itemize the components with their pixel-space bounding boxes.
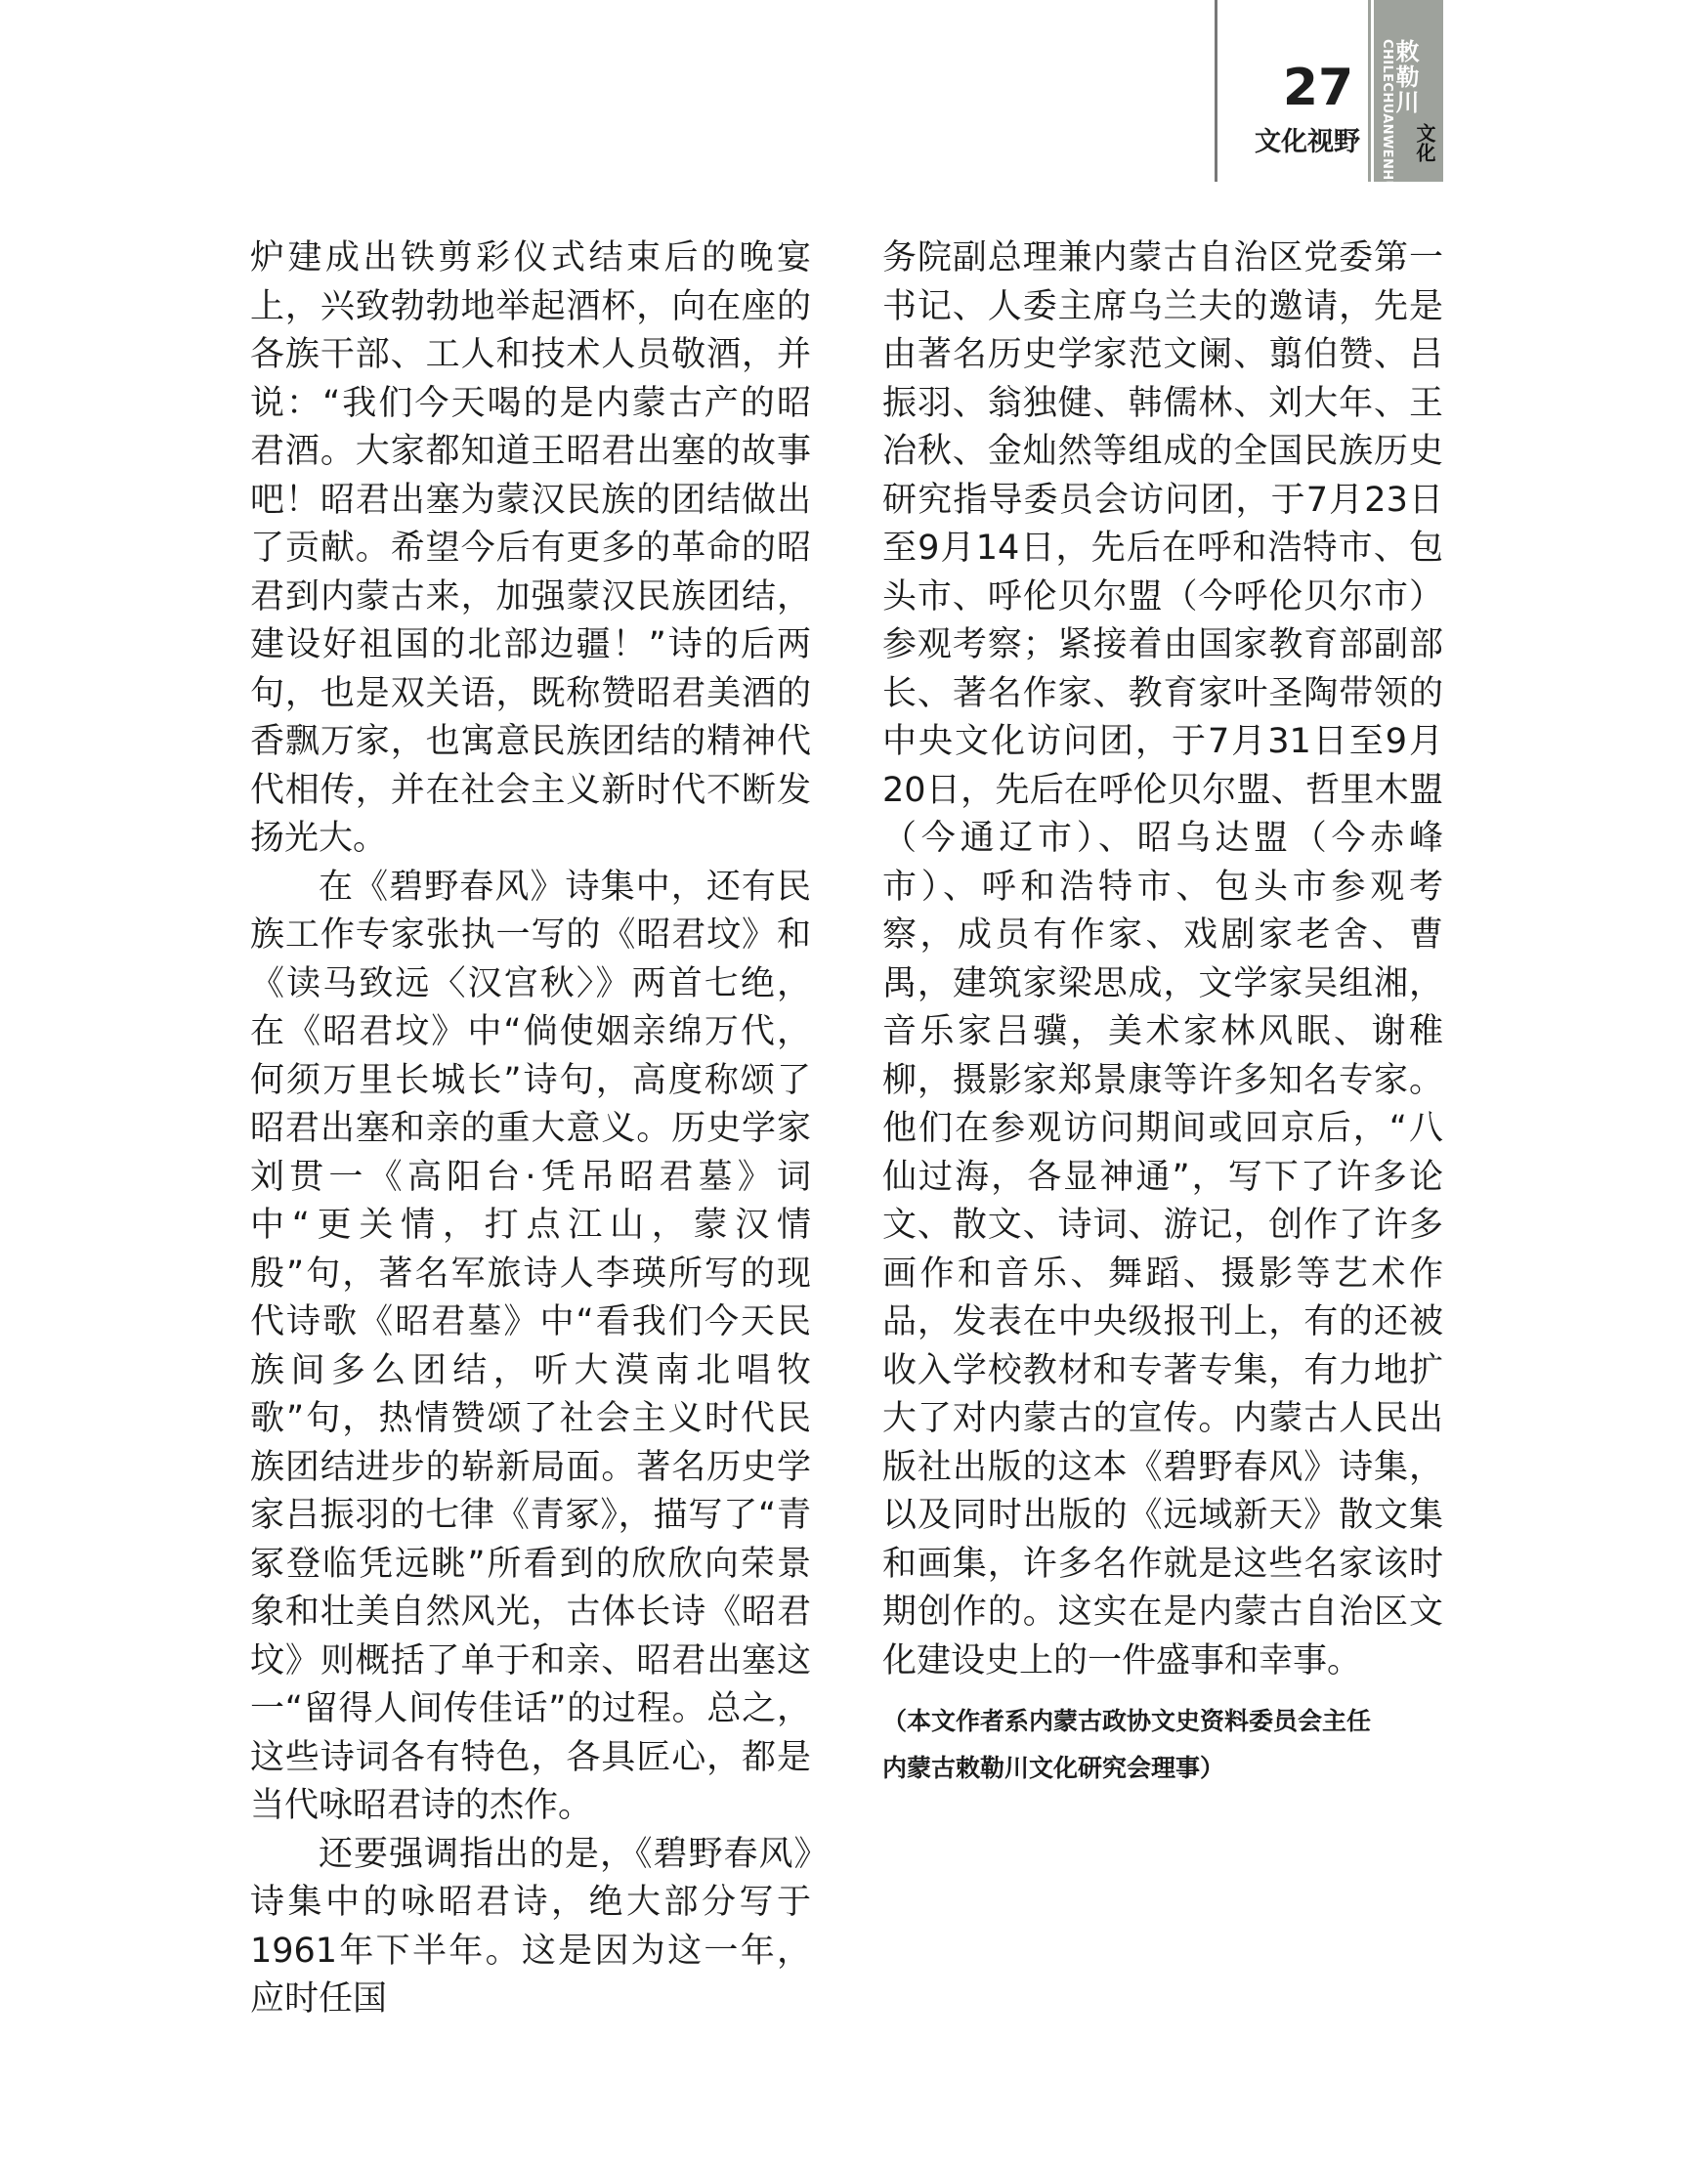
paragraph: 在《碧野春风》诗集中，还有民族工作专家张执一写的《昭君坟》和《读马致远〈汉宫秋〉》两首七绝，在《昭君坟》中“倘使姻亲绵万代，何须万里长城长”诗句，高度称颂了昭君出塞和亲的重大意义。历史学家刘贯一《高阳台·凭吊昭君墓》词中“更关情，打点江山，蒙汉情殷”句，著名军旅诗人李瑛所写的现代诗歌《昭君墓》中“看我们今天民族间多么团结，听大漠南北唱牧歌”句，热情赞颂了社会主义时代民族团结进步的崭新局面。著名历史学家吕振羽的七律《青冢》，描写了“青冢登临凭远眺”所看到的欣欣向荣景象和壮美自然风光，古体长诗《昭君坟》则概括了单于和亲、昭君出塞这一“留得人间传佳话”的过程。总之，这些诗词各有特色，各具匠心，都是当代咏昭君诗的杰作。 <box>250 867 811 1825</box>
section-title: 文化视野 <box>1255 127 1360 157</box>
paragraph: 炉建成出铁剪彩仪式结束后的晚宴上，兴致勃勃地举起酒杯，向在座的各族干部、工人和技术人员敬酒，并说：“我们今天喝的是内蒙古产的昭君酒。大家都知道王昭君出塞的故事吧！昭君出塞为蒙汉民族的团结做出了贡献。希望今后有更多的革命的昭君到内蒙古来，加强蒙汉民族团结，建设好祖国的北部边疆！”诗的后两句，也是双关语，既称赞昭君美酒的香飘万家，也寓意民族团结的精神代代相传，并在社会主义新时代不断发扬光大。 <box>250 238 811 858</box>
header-divider <box>1215 0 1217 182</box>
magazine-logo: 敕勒川 <box>1391 39 1420 115</box>
tab-divider <box>1371 0 1374 182</box>
magazine-subtitle: 文化 <box>1413 123 1436 162</box>
paragraph: 还要强调指出的是，《碧野春风》诗集中的咏昭君诗，绝大部分写于1961年下半年。这是因为这一年，应时任国 <box>250 1834 811 2019</box>
author-note-line: 内蒙古敕勒川文化研究会理事） <box>882 1754 1225 1782</box>
right-column <box>882 234 1443 1685</box>
paragraph: 务院副总理兼内蒙古自治区党委第一书记、人委主席乌兰夫的邀请，先是由著名历史学家范文阑、翦伯赞、吕振羽、翁独健、韩儒林、刘大年、王冶秋、金灿然等组成的全国民族历史研究指导委员会访问团，于7月23日至9月14日，先后在呼和浩特市、包头市、呼伦贝尔盟（今呼伦贝尔市）参观考察；紧接着由国家教育部副部长、著名作家、教育家叶圣陶带领的中央文化访问团，于7月31日至9月20日，先后在呼伦贝尔盟、哲里木盟（今通辽市）、昭乌达盟（今赤峰市）、呼和浩特市、包头市参观考察，成员有作家、戏剧家老舍、曹禺，建筑家梁思成，文学家吴组湘，音乐家吕骥，美术家林风眠、谢稚柳，摄影家郑景康等许多知名专家。他们在参观访问期间或回京后，“八仙过海，各显神通”，写下了许多论文、散文、诗词、游记，创作了许多画作和音乐、舞蹈、摄影等艺术作品，发表在中央级报刊上，有的还被收入学校教材和专著专集，有力地扩大了对内蒙古的宣传。内蒙古人民出版社出版的这本《碧野春风》诗集，以及同时出版的《远域新天》散文集和画集，许多名作就是这些名家该时期创作的。这实在是内蒙古自治区文化建设史上的一件盛事和幸事。 <box>882 238 1443 1680</box>
magazine-pinyin: CHILECHUANWENHUA <box>1380 39 1394 201</box>
left-column <box>250 234 811 2024</box>
author-note <box>882 1698 1443 1792</box>
author-note-line: （本文作者系内蒙古政协文史资料委员会主任 <box>882 1707 1372 1735</box>
page-number: 27 <box>1282 59 1354 117</box>
